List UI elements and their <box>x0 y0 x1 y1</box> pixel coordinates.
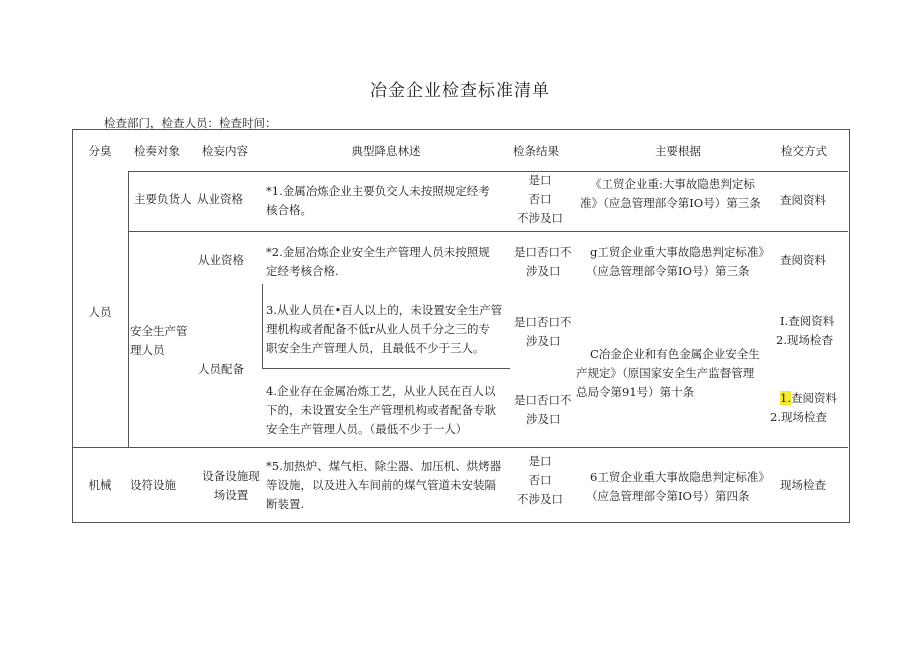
method-text: 2.现场检查 <box>770 410 827 424</box>
content-equipment: 场设置 <box>213 488 249 502</box>
basis-text: 产规定》（原国家安全生产监督管理 <box>576 366 755 380</box>
basis-text: 6工贸企业重大事故隐患判定标准》 <box>590 470 770 484</box>
object-equipment: 设符设施 <box>130 478 176 492</box>
basis-text: C冶金企业和有色金属企业安全生 <box>590 347 760 361</box>
basis-text: 《工贸企业重:大事故隐患判定标 <box>590 177 755 191</box>
method-text: 查阅资料 <box>780 193 826 207</box>
highlight-mark: 1. <box>780 391 791 405</box>
basis-text: 准》（应急管理部令第IO号）第三条 <box>580 196 761 210</box>
result-option[interactable]: 是口否口不 <box>514 393 572 407</box>
object-head: 主要负货人 <box>134 192 192 206</box>
result-option[interactable]: 是口 <box>528 454 552 468</box>
result-option[interactable]: 涉及口 <box>526 334 561 348</box>
page-title: 冶金企业检查标准清单 <box>370 81 550 101</box>
basis-text: （应急管理部令第IO号）第四条 <box>586 489 750 503</box>
header-description: 典型降息林述 <box>351 144 421 158</box>
method-text: 查阅资料 <box>780 253 826 267</box>
header-object: 检奏对象 <box>134 144 180 158</box>
header-method: 检交方式 <box>781 144 827 158</box>
result-option[interactable]: 否口 <box>528 473 552 487</box>
description-text: 下的，未设置安全生产管理机构或者配备专耿 <box>266 403 496 417</box>
method-text: 现场检查 <box>780 478 826 492</box>
method-text: 2.现场检杳 <box>776 333 833 347</box>
object-safety-manager: 安全生产管 <box>130 324 188 338</box>
result-option[interactable]: 否口 <box>528 192 552 206</box>
description-text: *2.金屈冶炼企业安全生产管理人员未按照规 <box>266 245 490 259</box>
table-divider <box>128 171 848 172</box>
result-option[interactable]: 是口否口不 <box>514 315 572 329</box>
object-safety-manager: 理人员 <box>130 343 165 357</box>
description-text: 核合格。 <box>266 203 312 217</box>
method-text <box>780 389 837 408</box>
method-text: I.查阅资料 <box>780 314 835 328</box>
header-content: 检妄内容 <box>202 144 248 158</box>
table-divider <box>128 231 848 232</box>
result-option[interactable]: 是口 <box>528 173 552 187</box>
description-text: *1.金属冶炼企业主要负交人未按照规定经考 <box>266 184 490 198</box>
description-text: 4.企业存在金属冶炼工艺，从业人民在百人以 <box>266 384 496 398</box>
table-divider <box>262 368 510 369</box>
header-basis: 主要根据 <box>655 144 701 158</box>
description-text: 职安全生产管理人员，且最低不少于三人。 <box>266 341 485 355</box>
result-option[interactable]: 是口否口不 <box>514 245 572 259</box>
description-text: 安全生产管理人员。（最低不少于一人） <box>266 422 468 436</box>
result-option[interactable]: 涉及口 <box>526 264 561 278</box>
table-divider <box>262 284 263 368</box>
result-option[interactable]: 涉及口 <box>526 412 561 426</box>
result-option[interactable]: 不涉及口 <box>517 211 563 225</box>
inspection-meta: 检查部门，检查人员：检查时间： <box>104 116 277 130</box>
table-divider <box>128 171 129 447</box>
content-equipment: 设备设施现 <box>202 469 260 483</box>
result-option[interactable]: 不涉及口 <box>517 492 563 506</box>
method-text: 查阅资料 <box>790 391 837 405</box>
category-machinery: 机械 <box>88 478 112 492</box>
table-divider <box>72 447 848 448</box>
description-text: 断装置. <box>266 497 305 511</box>
content-qualification: 从业资格 <box>197 192 243 206</box>
content-staffing: 人员配备 <box>198 362 244 376</box>
basis-text: g工贸企业重大事故隐患判定标准》 <box>590 245 770 259</box>
basis-text: （应急管理部令第IO号）第三条 <box>586 264 750 278</box>
header-result: 检条结果 <box>513 144 559 158</box>
description-text: 3.从业人员在•百人以上的，未设置安全生产管 <box>266 303 503 317</box>
description-text: 理机构或者配备不低r从业人员千分之三的专 <box>266 322 490 336</box>
category-personnel: 人员 <box>88 305 112 319</box>
description-text: 等设施，以及进入车间前的煤气管道未安装隔 <box>266 478 496 492</box>
basis-text: 总局令第91号）第十条 <box>576 385 695 399</box>
content-qualification: 从业资格 <box>198 253 244 267</box>
description-text: 定经考核合格. <box>266 264 339 278</box>
description-text: *5.加热炉、煤气柜、除尘器、加压机、烘烤器 <box>266 459 502 473</box>
header-category: 分臭 <box>88 144 112 158</box>
